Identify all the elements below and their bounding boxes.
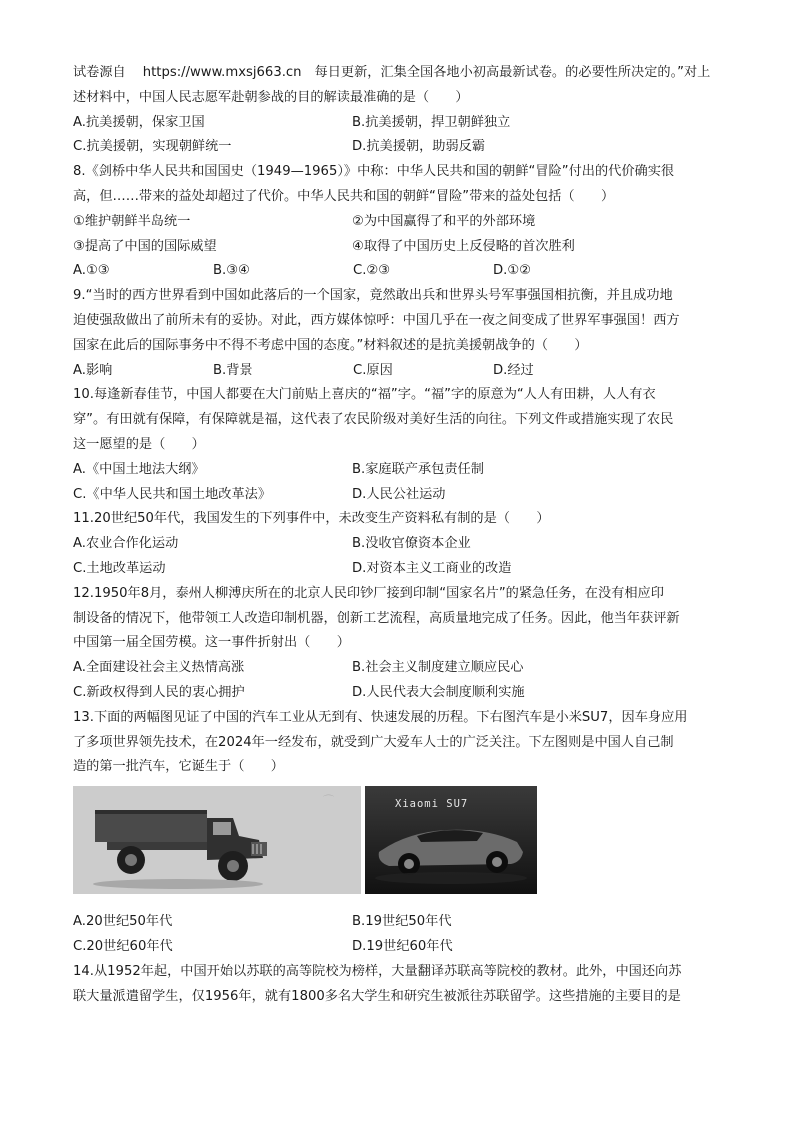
q13-option-c: C.20世纪60年代 — [73, 938, 173, 954]
q11-option-a: A.农业合作化运动 — [73, 536, 179, 552]
q7-option-b: B.抗美援朝，捍卫朝鲜独立 — [352, 114, 511, 130]
q8-stem-line-1: 8.《剑桥中华人民共和国国史（1949—1965）》中称：中华人民共和国的朝鲜“冒险”付出的代价确实很 — [73, 164, 675, 180]
q12-stem-line-1: 12.1950年8月，泰州人柳溥庆所在的北京人民印钞厂接到印制“国家名片”的紧急任务，在没有相应印 — [73, 585, 664, 601]
q9-option-d: D.经过 — [493, 362, 534, 378]
q12-option-a: A.全面建设社会主义热情高涨 — [73, 660, 245, 676]
q8-statement-2: ②为中国赢得了和平的外部环境 — [352, 213, 536, 229]
q7-stem-line-2: 述材料中，中国人民志愿军赴朝参战的目的解读最准确的是（ ） — [73, 89, 469, 105]
q7-stem-line-1: 每日更新，汇集全国各地小初高最新试卷。的必要性所决定的。”对上 — [314, 65, 711, 80]
q13-options-row-2 — [73, 935, 723, 960]
q8-stem-line-2: 高，但……带来的益处却超过了代价。中华人民共和国的朝鲜“冒险”带来的益处包括（ ） — [73, 188, 615, 204]
q10-stem-line-3: 这一愿望的是（ ） — [73, 436, 205, 452]
q10-option-d: D.人民公社运动 — [352, 486, 446, 502]
q8-option-c: C.②③ — [353, 263, 391, 279]
source-url: https://www.mxsj663.cn — [142, 65, 302, 80]
q10-options-row-1 — [73, 458, 723, 483]
question-list — [73, 61, 723, 1009]
q8-option-d: D.①② — [493, 263, 531, 279]
q8-options — [73, 259, 723, 284]
q12-options-row-1 — [73, 656, 723, 681]
q7-options-row-2 — [73, 135, 723, 160]
svg-text:⌒: ⌒ — [323, 794, 334, 808]
q11-option-b: B.没收官僚资本企业 — [352, 536, 471, 552]
q9-option-b: B.背景 — [213, 362, 253, 378]
q13-figures — [73, 786, 723, 904]
q9-options — [73, 359, 723, 384]
q8-statements-row-2 — [73, 235, 723, 260]
q7-option-a: A.抗美援朝，保家卫国 — [73, 114, 205, 130]
su7-caption: Xiaomi SU7 — [395, 798, 469, 811]
q11-stem-line-1: 11.20世纪50年代，我国发生的下列事件中，未改变生产资料私有制的是（ ） — [73, 511, 550, 527]
q13-option-d: D.19世纪60年代 — [352, 938, 453, 954]
xiaomi-su7-photo — [365, 786, 537, 894]
q10-stem-line-2: 穿”。有田就有保障，有保障就是福，这代表了农民阶级对美好生活的向往。下列文件或措施实现了农民 — [73, 412, 674, 428]
q10-option-a: A.《中国土地法大纲》 — [73, 461, 205, 477]
q8-option-b: B.③④ — [213, 263, 250, 279]
q12-option-d: D.人民代表大会制度顺利实施 — [352, 684, 525, 700]
q13-stem-line-2: 了多项世界领先技术，在2024年一经发布，就受到广大爱车人士的广泛关注。下左图则是中国人自己制 — [73, 734, 674, 750]
q9-option-c: C.原因 — [353, 362, 393, 378]
q7-option-d: D.抗美援朝，助弱反霸 — [352, 139, 486, 155]
q13-stem-line-1: 13.下面的两幅图见证了中国的汽车工业从无到有、快速发展的历程。下右图汽车是小米SU7，因车身应用 — [73, 709, 688, 725]
q13-option-a: A.20世纪50年代 — [73, 914, 173, 930]
q12-stem-line-2: 制设备的情况下，他带领工人改造印制机器，创新工艺流程，高质量地完成了任务。因此，他当年获评新 — [73, 610, 680, 626]
q10-option-c: C.《中华人民共和国土地改革法》 — [73, 486, 272, 502]
q9-option-a: A.影响 — [73, 362, 113, 378]
q13-stem-line-3: 造的第一批汽车，它诞生于（ ） — [73, 759, 284, 775]
q10-options-row-2 — [73, 483, 723, 508]
q12-stem-line-3: 中国第一届全国劳模。这一事件折射出（ ） — [73, 635, 350, 651]
q8-statement-4: ④取得了中国历史上反侵略的首次胜利 — [352, 238, 575, 254]
q10-option-b: B.家庭联产承包责任制 — [352, 461, 484, 477]
q12-option-c: C.新政权得到人民的衷心拥护 — [73, 684, 245, 700]
q11-options-row-1 — [73, 532, 723, 557]
q8-option-a: A.①③ — [73, 263, 110, 279]
q10-stem-line-1: 10.每逢新春佳节，中国人都要在大门前贴上喜庆的“福”字。“福”字的原意为“人人有田耕，人人有衣 — [73, 387, 656, 403]
source-label: 试卷源自 — [73, 65, 126, 80]
q11-option-d: D.对资本主义工商业的改造 — [352, 560, 512, 576]
q14-stem-line-2: 联大量派遣留学生，仅1956年，就有1800多名大学生和研究生被派往苏联留学。这些措施的主要目的是 — [73, 988, 681, 1004]
q12-option-b: B.社会主义制度建立顺应民心 — [352, 660, 524, 676]
q11-options-row-2 — [73, 557, 723, 582]
q12-options-row-2 — [73, 681, 723, 706]
q14-stem-line-1: 14.从1952年起，中国开始以苏联的高等院校为榜样，大量翻译苏联高等院校的教材。此外，中国还向苏 — [73, 963, 682, 979]
q8-statement-1: ①维护朝鲜半岛统一 — [73, 213, 191, 229]
first-batch-truck-photo — [73, 786, 361, 894]
header-line — [73, 61, 723, 86]
q13-option-b: B.19世纪50年代 — [352, 914, 452, 930]
q13-options-row-1 — [73, 910, 723, 935]
q9-stem-line-2: 迫使强敌做出了前所未有的妥协。对此，西方媒体惊呼：中国几乎在一夜之间变成了世界军事强国！西方 — [73, 312, 680, 328]
q9-stem-line-1: 9.“当时的西方世界看到中国如此落后的一个国家，竟然敢出兵和世界头号军事强国相抗衡，并且成功地 — [73, 288, 673, 304]
q8-statements-row-1 — [73, 210, 723, 235]
q8-statement-3: ③提高了中国的国际威望 — [73, 238, 217, 254]
q7-options-row-1 — [73, 111, 723, 136]
q9-stem-line-3: 国家在此后的国际事务中不得不考虑中国的态度。”材料叙述的是抗美援朝战争的（ ） — [73, 337, 588, 353]
q11-option-c: C.土地改革运动 — [73, 560, 166, 576]
q7-option-c: C.抗美援朝，实现朝鲜统一 — [73, 139, 232, 155]
